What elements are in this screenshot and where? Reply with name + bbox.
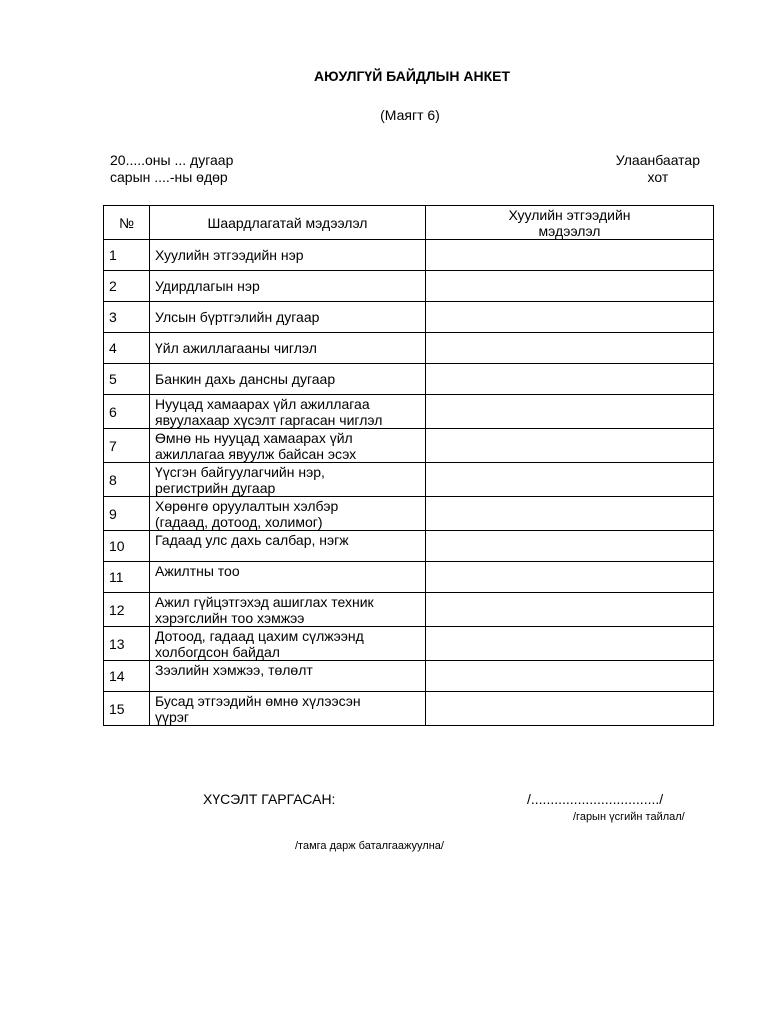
- row-answer-cell[interactable]: [426, 627, 714, 661]
- header-entity-info-line1: Хуулийн этгээдийн: [508, 206, 631, 223]
- row-label: [150, 593, 426, 627]
- row-number: 2: [104, 271, 150, 302]
- table-header-row: [104, 206, 714, 240]
- header-required-info: Шаардлагатай мэдээлэл: [150, 206, 426, 240]
- row-label: Гадаад улс дахь салбар, нэгж: [150, 531, 426, 562]
- row-label-line1: Өмнө нь нууцад хамаарах үйл: [155, 430, 353, 446]
- row-number: 15: [104, 692, 150, 726]
- table-row: [104, 240, 714, 271]
- table-row: [104, 302, 714, 333]
- row-number: 14: [104, 661, 150, 692]
- row-label: Банкин дахь дансны дугаар: [150, 364, 426, 395]
- row-label-line2: үүрэг: [155, 709, 190, 725]
- city-line-1: Улаанбаатар: [615, 152, 700, 168]
- row-label-line1: Хөрөнгө оруулалтын хэлбэр: [155, 498, 339, 514]
- row-answer-cell[interactable]: [426, 497, 714, 531]
- row-label-line2: регистрийн дугаар: [155, 480, 276, 496]
- row-number: 11: [104, 562, 150, 593]
- stamp-caption: /тамга дарж баталгаажуулна/: [295, 840, 444, 852]
- table-row: [104, 333, 714, 364]
- table-row: [104, 562, 714, 593]
- table-row: [104, 692, 714, 726]
- row-label-line2: хэрэгслийн тоо хэмжээ: [155, 610, 305, 626]
- info-table: [103, 205, 714, 726]
- row-answer-cell[interactable]: [426, 562, 714, 593]
- row-number: 6: [104, 395, 150, 429]
- row-answer-cell[interactable]: [426, 593, 714, 627]
- page-title: АЮУЛГҮЙ БАЙДЛЫН АНКЕТ: [313, 68, 511, 84]
- table-row: [104, 661, 714, 692]
- row-answer-cell[interactable]: [426, 661, 714, 692]
- row-number: 10: [104, 531, 150, 562]
- table-row: [104, 531, 714, 562]
- row-label: [150, 395, 426, 429]
- row-label: Хуулийн этгээдийн нэр: [150, 240, 426, 271]
- row-number: 7: [104, 429, 150, 463]
- row-label-line2: холбогдсон байдал: [155, 644, 280, 660]
- row-label-line1: Үүсгэн байгуулагчийн нэр,: [155, 464, 325, 480]
- row-number: 1: [104, 240, 150, 271]
- row-number: 9: [104, 497, 150, 531]
- table-row: [104, 395, 714, 429]
- row-label: [150, 429, 426, 463]
- row-label: Улсын бүртгэлийн дугаар: [150, 302, 426, 333]
- row-label-line1: Бусад этгээдийн өмнө хүлээсэн: [155, 693, 361, 709]
- row-label-line2: (гадаад, дотоод, холимог): [155, 514, 323, 530]
- table-row: [104, 429, 714, 463]
- table-row: [104, 593, 714, 627]
- signature-line[interactable]: /................................./: [527, 791, 664, 807]
- row-number: 5: [104, 364, 150, 395]
- row-number: 12: [104, 593, 150, 627]
- table-row: [104, 627, 714, 661]
- row-label: [150, 497, 426, 531]
- header-entity-info: [426, 206, 714, 240]
- row-number: 13: [104, 627, 150, 661]
- row-label: Удирдлагын нэр: [150, 271, 426, 302]
- row-label-line2: ажиллагаа явуулж байсан эсэх: [155, 446, 357, 462]
- applicant-label: ХҮСЭЛТ ГАРГАСАН:: [203, 791, 336, 807]
- row-answer-cell[interactable]: [426, 364, 714, 395]
- form-number: (Маягт 6): [380, 107, 440, 123]
- row-label: Үйл ажиллагааны чиглэл: [150, 333, 426, 364]
- row-answer-cell[interactable]: [426, 271, 714, 302]
- row-label: [150, 627, 426, 661]
- table-row: [104, 463, 714, 497]
- row-label-line1: Ажил гүйцэтгэхэд ашиглах техник: [155, 594, 374, 610]
- row-answer-cell[interactable]: [426, 395, 714, 429]
- date-block: [110, 152, 233, 186]
- row-answer-cell[interactable]: [426, 302, 714, 333]
- row-label-line1: Дотоод, гадаад цахим сүлжээнд: [155, 628, 364, 644]
- table-row: [104, 497, 714, 531]
- table-row: [104, 271, 714, 302]
- row-answer-cell[interactable]: [426, 240, 714, 271]
- row-answer-cell[interactable]: [426, 333, 714, 364]
- signature-caption: /гарын үсгийн тайлал/: [573, 811, 685, 823]
- row-answer-cell[interactable]: [426, 429, 714, 463]
- city-line-2: хот: [647, 169, 669, 185]
- row-label: [150, 463, 426, 497]
- row-number: 8: [104, 463, 150, 497]
- row-answer-cell[interactable]: [426, 531, 714, 562]
- date-line-1: 20.....оны ... дугаар: [110, 152, 234, 168]
- header-number: №: [104, 206, 150, 240]
- row-number: 3: [104, 302, 150, 333]
- row-label-line1: Нууцад хамаарах үйл ажиллагаа: [155, 396, 370, 412]
- header-entity-info-line2: мэдээлэл: [538, 222, 601, 239]
- city-block: [616, 152, 700, 186]
- row-label: [150, 692, 426, 726]
- row-number: 4: [104, 333, 150, 364]
- date-line-2: сарын ....-ны өдөр: [110, 169, 228, 185]
- row-label: Ажилтны тоо: [150, 562, 426, 593]
- row-answer-cell[interactable]: [426, 692, 714, 726]
- row-label: Зээлийн хэмжээ, төлөлт: [150, 661, 426, 692]
- row-label-line2: явуулахаар хүсэлт гаргасан чиглэл: [155, 412, 383, 428]
- table-row: [104, 364, 714, 395]
- row-answer-cell[interactable]: [426, 463, 714, 497]
